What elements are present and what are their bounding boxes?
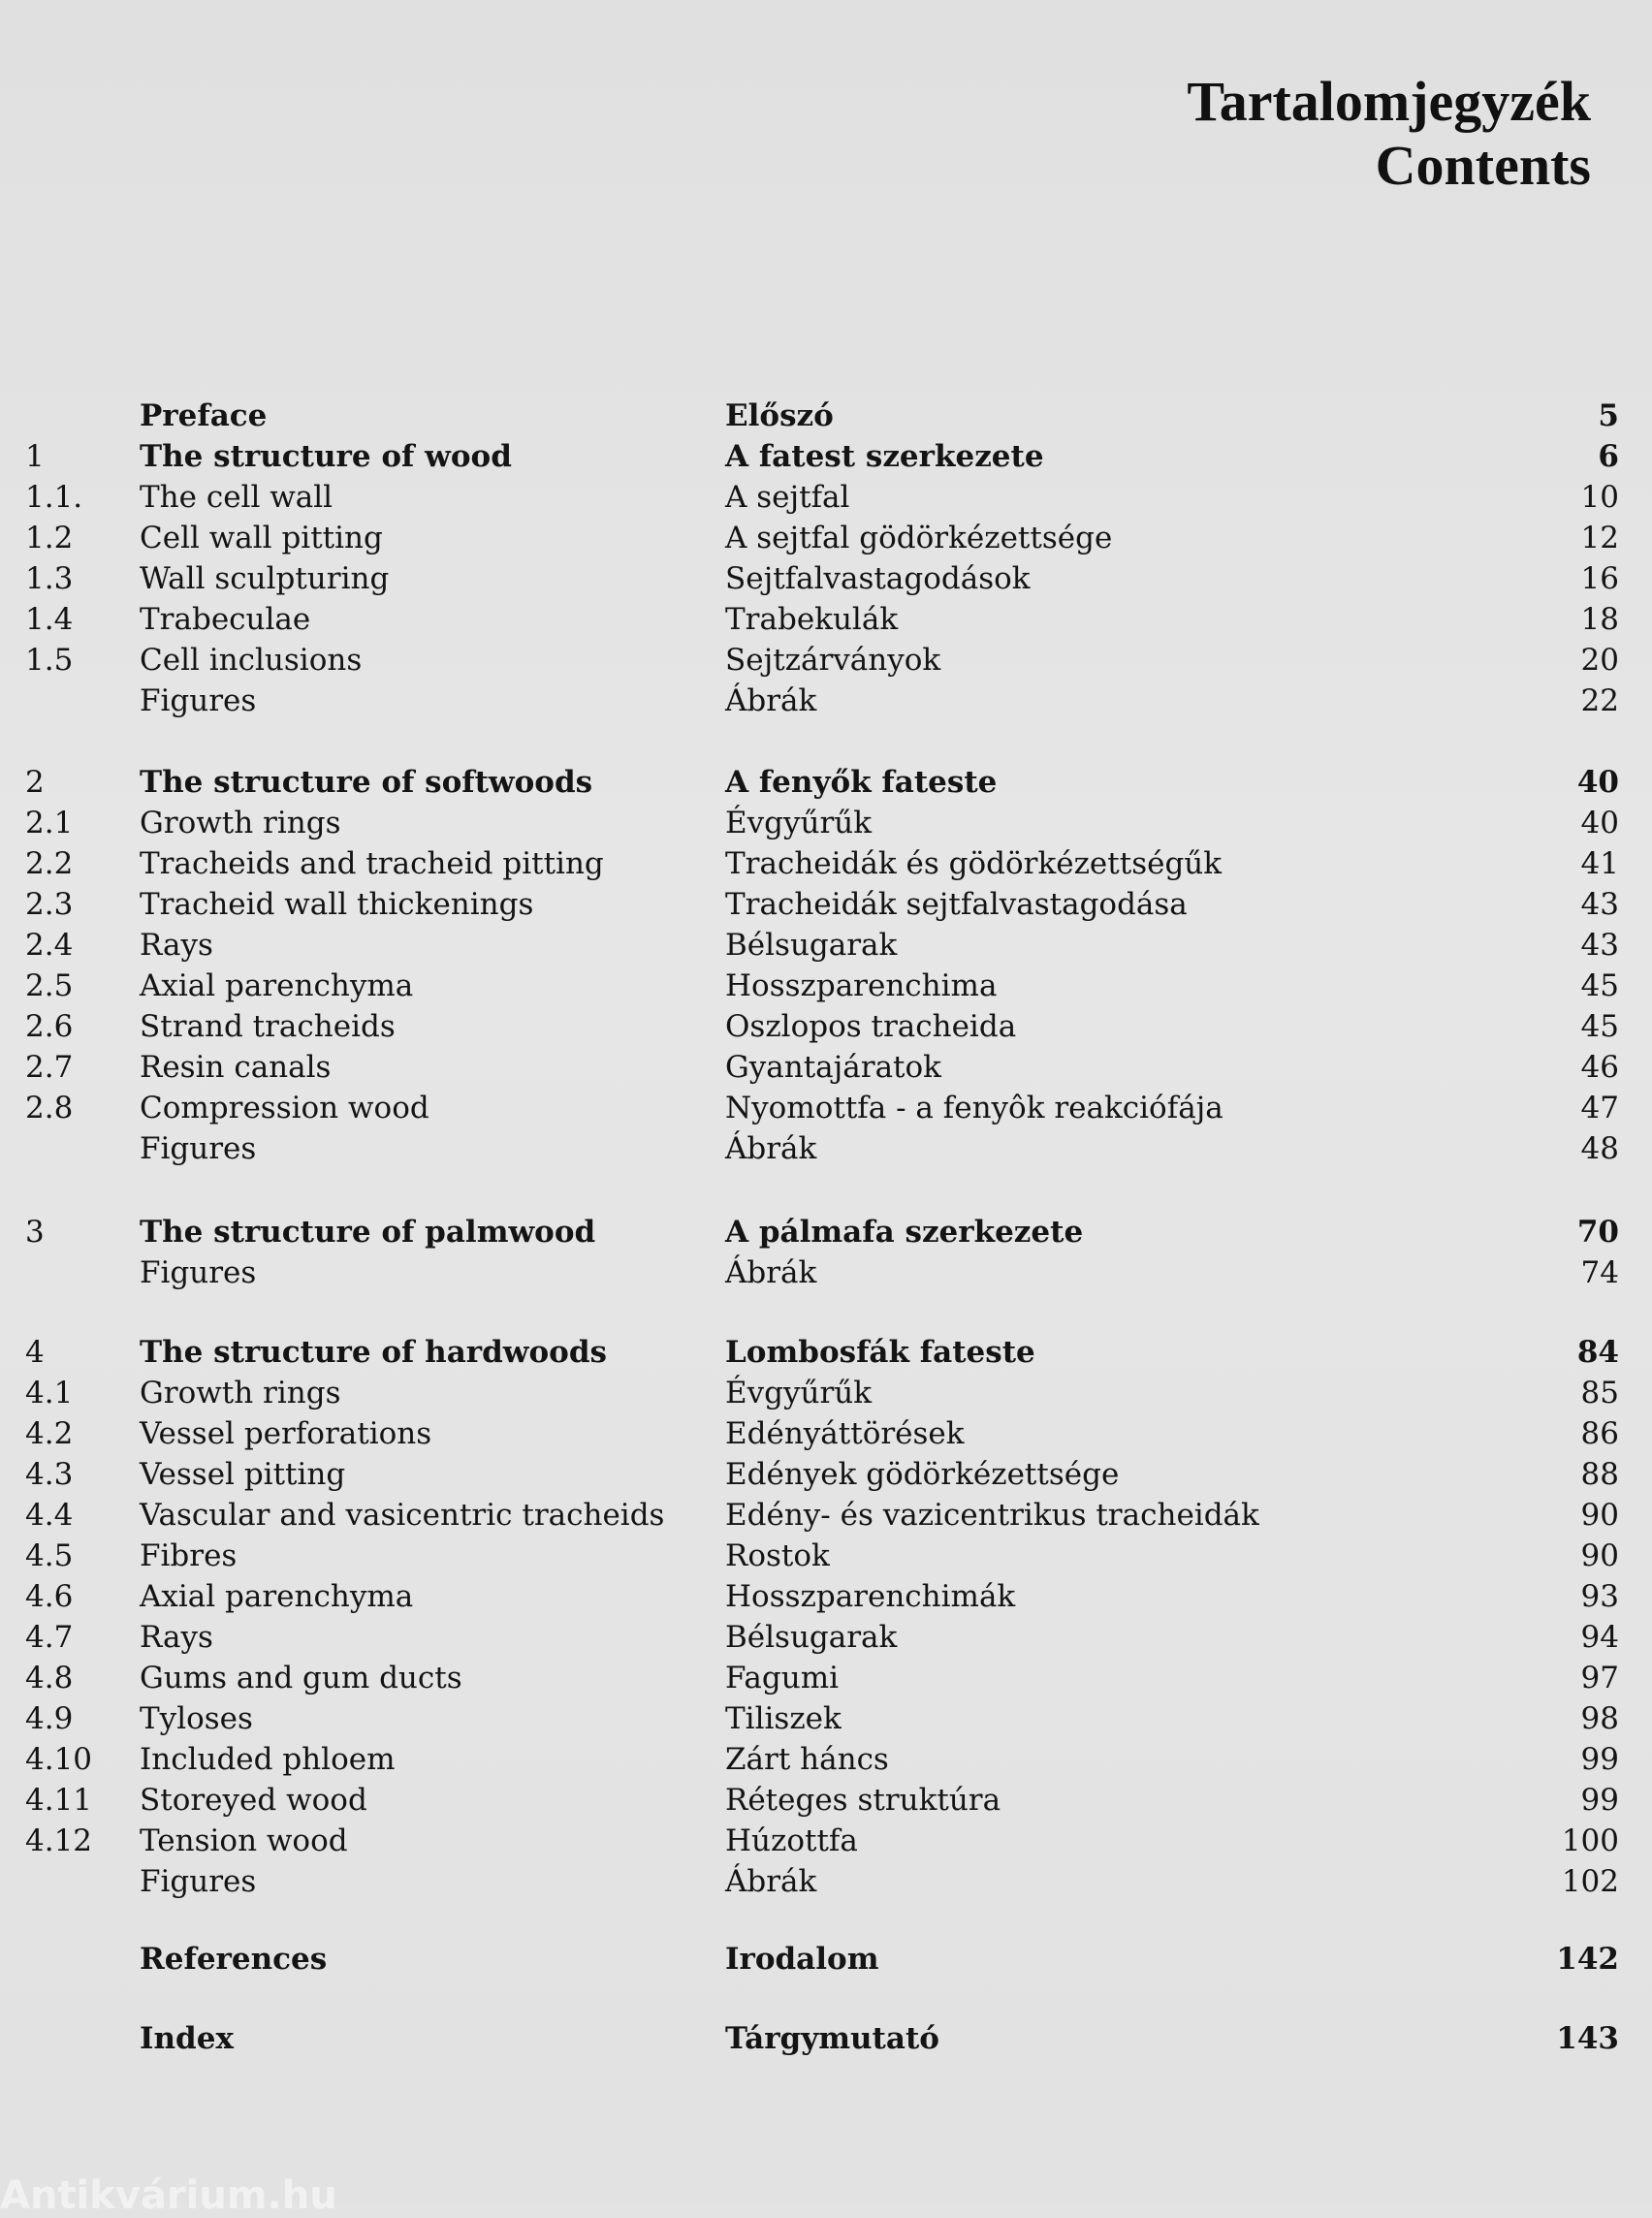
- toc-section-number: 3: [25, 1215, 45, 1250]
- toc-row: [0, 518, 1652, 558]
- toc-hungarian-title: Ábrák: [725, 1864, 817, 1899]
- toc-hungarian-title: Réteges struktúra: [725, 1783, 1001, 1818]
- toc-hungarian-title: Irodalom: [725, 1942, 879, 1977]
- toc-page-number: 12: [1580, 521, 1619, 555]
- toc-english-title: Strand tracheids: [140, 1009, 396, 1044]
- toc-page-number: 70: [1576, 1215, 1619, 1250]
- toc-row: [0, 803, 1652, 843]
- toc-page-number: 43: [1580, 887, 1619, 922]
- toc-english-title: Vessel perforations: [140, 1416, 432, 1451]
- toc-section-number: 2: [25, 765, 45, 800]
- toc-hungarian-title: A pálmafa szerkezete: [725, 1215, 1084, 1250]
- toc-english-title: The structure of wood: [140, 439, 512, 474]
- toc-row: [0, 2018, 1652, 2059]
- toc-row: [0, 843, 1652, 884]
- toc-section-number: 1.1.: [25, 480, 83, 515]
- toc-english-title: Growth rings: [140, 1376, 341, 1410]
- toc-row: [0, 1658, 1652, 1698]
- toc-hungarian-title: Ábrák: [725, 1255, 817, 1290]
- toc-row: [0, 1739, 1652, 1780]
- toc-hungarian-title: Ábrák: [725, 1131, 817, 1166]
- toc-english-title: Axial parenchyma: [140, 968, 414, 1003]
- toc-english-title: References: [140, 1942, 328, 1977]
- toc-row: [0, 966, 1652, 1006]
- toc-row: [0, 1128, 1652, 1169]
- toc-hungarian-title: Oszlopos tracheida: [725, 1009, 1017, 1044]
- toc-row: [0, 1413, 1652, 1454]
- toc-page-number: 99: [1580, 1742, 1619, 1777]
- toc-row: [0, 1861, 1652, 1902]
- toc-page-number: 142: [1556, 1942, 1619, 1977]
- toc-section-number: 4.1: [25, 1376, 74, 1410]
- toc-page-number: 84: [1576, 1335, 1619, 1370]
- toc-english-title: Gums and gum ducts: [140, 1661, 462, 1695]
- toc-section-number: 4.9: [25, 1701, 74, 1736]
- toc-hungarian-title: Évgyűrűk: [725, 806, 873, 840]
- toc-hungarian-title: Gyantajáratok: [725, 1050, 941, 1085]
- toc-english-title: Vessel pitting: [140, 1457, 346, 1492]
- toc-section-number: 1.2: [25, 521, 74, 555]
- toc-english-title: Cell inclusions: [140, 643, 363, 678]
- title-english: Contents: [1375, 134, 1591, 197]
- toc-hungarian-title: Edények gödörkézettsége: [725, 1457, 1120, 1492]
- toc-section-number: 2.6: [25, 1009, 74, 1044]
- toc-english-title: Preface: [140, 398, 268, 433]
- toc-page-number: 16: [1580, 561, 1619, 596]
- toc-hungarian-title: Trabekulák: [725, 602, 899, 637]
- toc-hungarian-title: Rostok: [725, 1538, 830, 1573]
- toc-english-title: Storeyed wood: [140, 1783, 367, 1818]
- toc-row: [0, 1495, 1652, 1536]
- toc-page-number: 18: [1580, 602, 1619, 637]
- toc-section-number: 4.10: [25, 1742, 93, 1777]
- toc-hungarian-title: A sejtfal: [725, 480, 850, 515]
- toc-row: [0, 884, 1652, 925]
- toc-row: [0, 1536, 1652, 1576]
- toc-page-number: 6: [1598, 439, 1619, 474]
- toc-section-number: 4.12: [25, 1823, 93, 1858]
- toc-row: [0, 558, 1652, 599]
- toc-row: [0, 1454, 1652, 1495]
- toc-section-number: 4.11: [25, 1783, 93, 1818]
- toc-section-number: 2.3: [25, 887, 74, 922]
- toc-section-number: 1.4: [25, 602, 74, 637]
- toc-english-title: Cell wall pitting: [140, 521, 383, 555]
- toc-section-number: 1.5: [25, 643, 74, 678]
- toc-english-title: Figures: [140, 1131, 257, 1166]
- toc-row: [0, 762, 1652, 803]
- toc-row: [0, 1373, 1652, 1413]
- toc-hungarian-title: Tiliszek: [725, 1701, 842, 1736]
- toc-row: [0, 681, 1652, 721]
- toc-row: [0, 640, 1652, 681]
- toc-page-number: 143: [1556, 2021, 1619, 2056]
- toc-section-number: 1: [25, 439, 45, 474]
- toc-english-title: The structure of hardwoods: [140, 1335, 607, 1370]
- toc-page-number: 98: [1580, 1701, 1619, 1736]
- toc-page-number: 47: [1580, 1091, 1619, 1125]
- toc-english-title: Vascular and vasicentric tracheids: [140, 1498, 665, 1533]
- toc-page-number: 97: [1580, 1661, 1619, 1695]
- toc-row: [0, 477, 1652, 518]
- toc-hungarian-title: Előszó: [725, 398, 834, 433]
- toc-hungarian-title: Tárgymutató: [725, 2021, 939, 2056]
- toc-hungarian-title: Évgyűrűk: [725, 1376, 873, 1410]
- toc-row: [0, 1332, 1652, 1373]
- toc-row: [0, 599, 1652, 640]
- toc-hungarian-title: A fatest szerkezete: [725, 439, 1044, 474]
- toc-section-number: 1.3: [25, 561, 74, 596]
- toc-page-number: 46: [1580, 1050, 1619, 1085]
- toc-english-title: Resin canals: [140, 1050, 332, 1085]
- toc-english-title: Wall sculpturing: [140, 561, 390, 596]
- toc-row: [0, 436, 1652, 477]
- toc-page-number: 40: [1576, 765, 1619, 800]
- watermark: Antikvárium.hu: [0, 2173, 337, 2218]
- toc-hungarian-title: Nyomottfa - a fenyôk reakciófája: [725, 1091, 1223, 1125]
- toc-english-title: Axial parenchyma: [140, 1579, 414, 1614]
- toc-page-number: 48: [1580, 1131, 1619, 1166]
- toc-hungarian-title: Sejtzárványok: [725, 643, 941, 678]
- toc-hungarian-title: Hosszparenchimák: [725, 1579, 1016, 1614]
- toc-page-number: 93: [1580, 1579, 1619, 1614]
- toc-english-title: Index: [140, 2021, 234, 2056]
- toc-row: [0, 1698, 1652, 1739]
- toc-hungarian-title: Edény- és vazicentrikus tracheidák: [725, 1498, 1259, 1533]
- toc-english-title: Tracheid wall thickenings: [140, 887, 534, 922]
- toc-hungarian-title: Edényáttörések: [725, 1416, 965, 1451]
- toc-page-number: 90: [1580, 1498, 1619, 1533]
- toc-section-number: 4.5: [25, 1538, 74, 1573]
- toc-section-number: 2.2: [25, 846, 74, 881]
- toc-hungarian-title: Tracheidák és gödörkézettségűk: [725, 846, 1223, 881]
- toc-english-title: Rays: [140, 1620, 213, 1655]
- toc-page-number: 99: [1580, 1783, 1619, 1818]
- toc-page-number: 45: [1580, 1009, 1619, 1044]
- toc-page-number: 20: [1580, 643, 1619, 678]
- toc-hungarian-title: Zárt háncs: [725, 1742, 889, 1777]
- toc-page-number: 85: [1580, 1376, 1619, 1410]
- toc-english-title: Fibres: [140, 1538, 238, 1573]
- toc-hungarian-title: Bélsugarak: [725, 928, 898, 963]
- toc-page-number: 43: [1580, 928, 1619, 963]
- toc-section-number: 4.7: [25, 1620, 74, 1655]
- toc-page-number: 22: [1580, 683, 1619, 718]
- toc-page-number: 100: [1561, 1823, 1619, 1858]
- toc-english-title: Trabeculae: [140, 602, 311, 637]
- toc-hungarian-title: Lombosfák fateste: [725, 1335, 1035, 1370]
- toc-english-title: Tracheids and tracheid pitting: [140, 846, 604, 881]
- toc-english-title: The structure of palmwood: [140, 1215, 596, 1250]
- toc-section-number: 4.6: [25, 1579, 74, 1614]
- toc-row: [0, 396, 1652, 436]
- toc-section-number: 4.4: [25, 1498, 74, 1533]
- toc-row: [0, 1821, 1652, 1861]
- toc-row: [0, 1576, 1652, 1617]
- toc-hungarian-title: A fenyők fateste: [725, 765, 998, 800]
- toc-english-title: Included phloem: [140, 1742, 396, 1777]
- toc-row: [0, 925, 1652, 966]
- toc-english-title: The structure of softwoods: [140, 765, 593, 800]
- toc-section-number: 4.8: [25, 1661, 74, 1695]
- toc-hungarian-title: Sejtfalvastagodások: [725, 561, 1031, 596]
- toc-section-number: 4.2: [25, 1416, 74, 1451]
- toc-hungarian-title: Bélsugarak: [725, 1620, 898, 1655]
- toc-english-title: Figures: [140, 1255, 257, 1290]
- toc-page-number: 40: [1580, 806, 1619, 840]
- toc-row: [0, 1939, 1652, 1980]
- toc-english-title: Compression wood: [140, 1091, 429, 1125]
- toc-page-number: 102: [1561, 1864, 1619, 1899]
- toc-page-number: 94: [1580, 1620, 1619, 1655]
- toc-hungarian-title: Húzottfa: [725, 1823, 858, 1858]
- toc-hungarian-title: Hosszparenchima: [725, 968, 998, 1003]
- toc-english-title: Tension wood: [140, 1823, 348, 1858]
- toc-section-number: 4.3: [25, 1457, 74, 1492]
- toc-hungarian-title: Fagumi: [725, 1661, 840, 1695]
- toc-english-title: Tyloses: [140, 1701, 253, 1736]
- toc-section-number: 2.5: [25, 968, 74, 1003]
- toc-english-title: Rays: [140, 928, 213, 963]
- toc-row: [0, 1047, 1652, 1088]
- toc-hungarian-title: A sejtfal gödörkézettsége: [725, 521, 1113, 555]
- toc-section-number: 4: [25, 1335, 45, 1370]
- toc-english-title: Figures: [140, 1864, 257, 1899]
- toc-hungarian-title: Tracheidák sejtfalvastagodása: [725, 887, 1188, 922]
- toc-hungarian-title: Ábrák: [725, 683, 817, 718]
- toc-english-title: Growth rings: [140, 806, 341, 840]
- toc-english-title: Figures: [140, 683, 257, 718]
- toc-section-number: 2.8: [25, 1091, 74, 1125]
- toc-page-number: 5: [1598, 398, 1619, 433]
- toc-english-title: The cell wall: [140, 480, 334, 515]
- toc-section-number: 2.7: [25, 1050, 74, 1085]
- toc-page-number: 74: [1580, 1255, 1619, 1290]
- toc-page-number: 45: [1580, 968, 1619, 1003]
- toc-row: [0, 1617, 1652, 1658]
- toc-row: [0, 1006, 1652, 1047]
- toc-row: [0, 1252, 1652, 1293]
- title-hungarian: Tartalomjegyzék: [1187, 70, 1591, 133]
- toc-page-number: 88: [1580, 1457, 1619, 1492]
- toc-section-number: 2.4: [25, 928, 74, 963]
- toc-page-number: 90: [1580, 1538, 1619, 1573]
- toc-page-number: 10: [1580, 480, 1619, 515]
- toc-page-number: 41: [1580, 846, 1619, 881]
- toc-page-number: 86: [1580, 1416, 1619, 1451]
- toc-row: [0, 1780, 1652, 1821]
- toc-row: [0, 1212, 1652, 1252]
- toc-row: [0, 1088, 1652, 1128]
- toc-section-number: 2.1: [25, 806, 74, 840]
